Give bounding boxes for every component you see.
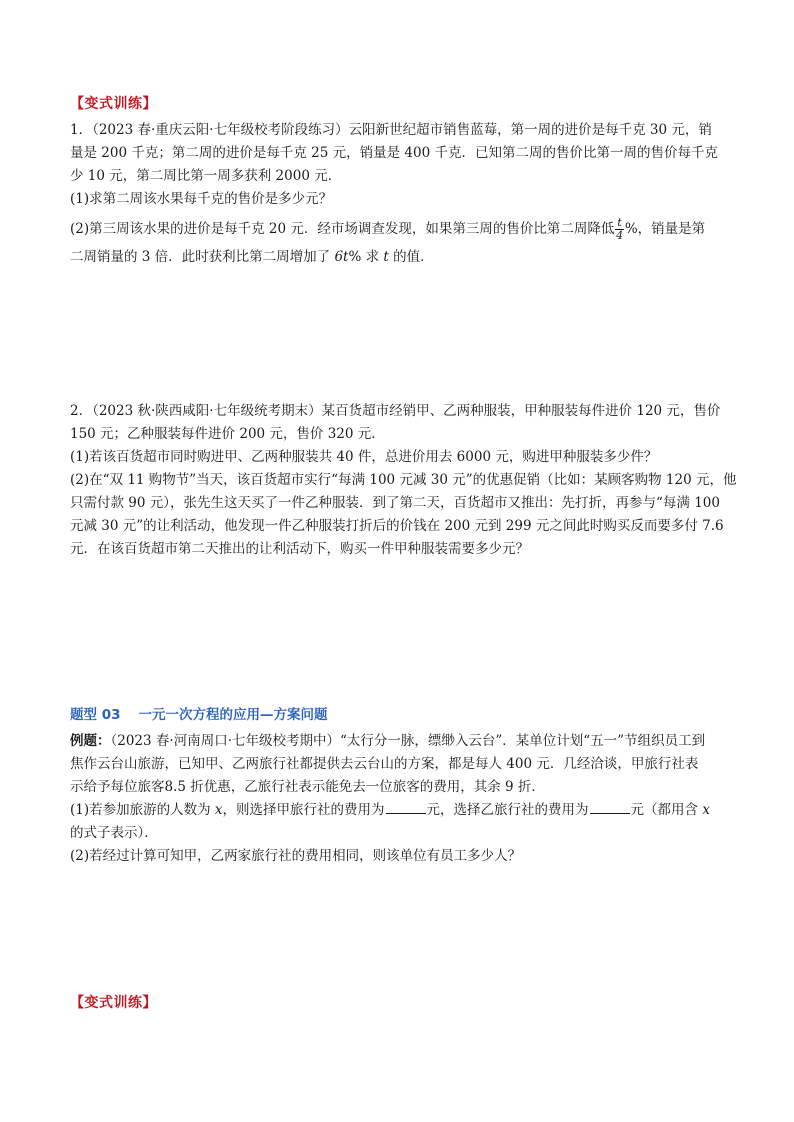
question-1 <box>70 119 724 269</box>
q2-part-2-line-3: 元减 30 元”的让利活动，他发现一件乙种服装打折后的价钱在 200 元到 299 元之间此时购买反而要多付 7.6 <box>70 518 724 534</box>
example-line-2: 焦作云台山旅游，已知甲、乙两旅行社都提供去云台山的方案，都是每人 400 元．几经洽谈，甲旅行社表 <box>70 756 699 772</box>
answer-blank-1[interactable] <box>386 801 426 814</box>
q1-part-2-line-2-text-a: 二周销量的 3 倍．此时获利比第二周增加了 <box>70 249 335 265</box>
variant-training-heading: 【变式训练】 <box>70 96 157 112</box>
q1-part-2-line-2-text-c: 的值． <box>388 249 434 265</box>
fraction-numerator: t <box>617 216 622 229</box>
q1-line-1: 1．（2023 春·重庆云阳·七年级校考阶段练习）云阳新世纪超市销售蓝莓，第一周的进价是每千克 30 元，销 <box>70 122 712 138</box>
q2-part-1: (1)若该百货超市同时购进甲、乙两种服装共 40 件，总进价用去 6000 元，购进甲种服装多少件？ <box>70 449 658 465</box>
example-part-1-text-a: (1)若参加旅游的人数为 <box>70 802 215 818</box>
q2-part-2-line-4: 元．在该百货超市第二天推出的让利活动下，购买一件甲种服装需要多少元？ <box>70 541 529 557</box>
example-part-1 <box>70 799 724 822</box>
variable-x-2: x <box>702 802 710 818</box>
fraction-denominator: 4 <box>616 229 624 242</box>
variable-x: x <box>214 802 223 818</box>
q1-part-1: (1)求第二周该水果每千克的售价是多少元？ <box>70 191 333 207</box>
question-2 <box>70 400 737 561</box>
example-part-1-text-c: 元，选择乙旅行社的费用为 <box>426 802 589 818</box>
section-name: 一元一次方程的应用—方案问题 <box>138 707 328 723</box>
example-problem <box>70 730 724 868</box>
q1-part-2-line-2-text-b: % 求 <box>348 249 384 265</box>
example-part-2: (2)若经过计算可知甲，乙两家旅行社的费用相同，则该单位有员工多少人？ <box>70 848 522 864</box>
example-line-1 <box>70 730 724 753</box>
fraction-t-over-4 <box>615 217 623 242</box>
q1-line-2: 量是 200 千克；第二周的进价是每千克 25 元，销量是 400 千克．已知第二周的售价比第一周的售价每千克 <box>70 145 718 161</box>
variant-training-heading-2: 【变式训练】 <box>70 995 157 1011</box>
q1-part-2-line-2 <box>70 246 724 269</box>
q2-line-2: 150 元；乙种服装每件进价 200 元，售价 320 元． <box>70 426 385 442</box>
q1-part-2-line-1 <box>70 217 724 242</box>
section-title <box>70 703 328 723</box>
q1-part-2-text-a: (2)第三周该水果的进价是每千克 20 元．经市场调查发现，如果第三周的售价比第二周降低 <box>70 221 615 237</box>
example-line-3: 示给予每位旅客8.5 折优惠，乙旅行社表示能免去一位旅客的费用，其余 9 折． <box>70 779 545 795</box>
q2-line-1: 2．（2023 秋·陕西咸阳·七年级统考期末）某百货超市经销甲、乙两种服装，甲种服装每件进价 120 元，售价 <box>70 403 721 419</box>
q1-part-2-text-b: %，销量是第 <box>624 221 706 237</box>
variable-6t: 6t <box>334 249 349 265</box>
q1-line-3: 少 10 元，第二周比第一周多获利 2000 元． <box>70 168 342 184</box>
example-part-1-text-b: ，则选择甲旅行社的费用为 <box>222 802 385 818</box>
q2-part-2-line-1: (2)在“双 11 购物节”当天，该百货超市实行“每满 100 元减 30 元”的优惠促销（比如：某顾客购物 120 元，他 <box>70 472 737 488</box>
example-label: 例题： <box>70 733 111 749</box>
answer-blank-2[interactable] <box>590 801 630 814</box>
example-part-1-line-2: 的式子表示）． <box>70 825 158 841</box>
example-part-1-text-d: 元（都用含 <box>630 802 703 818</box>
variable-t: t <box>383 249 389 265</box>
example-line-1-text: （2023 春·河南周口·七年级校考期中）“太行分一脉，缥缈入云台”．某单位计划“五一”节组织员工到 <box>110 733 706 749</box>
q2-part-2-line-2: 只需付款 90 元），张先生这天买了一件乙种服装．到了第二天，百货超市又推出：先打折，再参与“每满 100 <box>70 495 720 511</box>
section-label: 题型 03 <box>70 707 121 723</box>
